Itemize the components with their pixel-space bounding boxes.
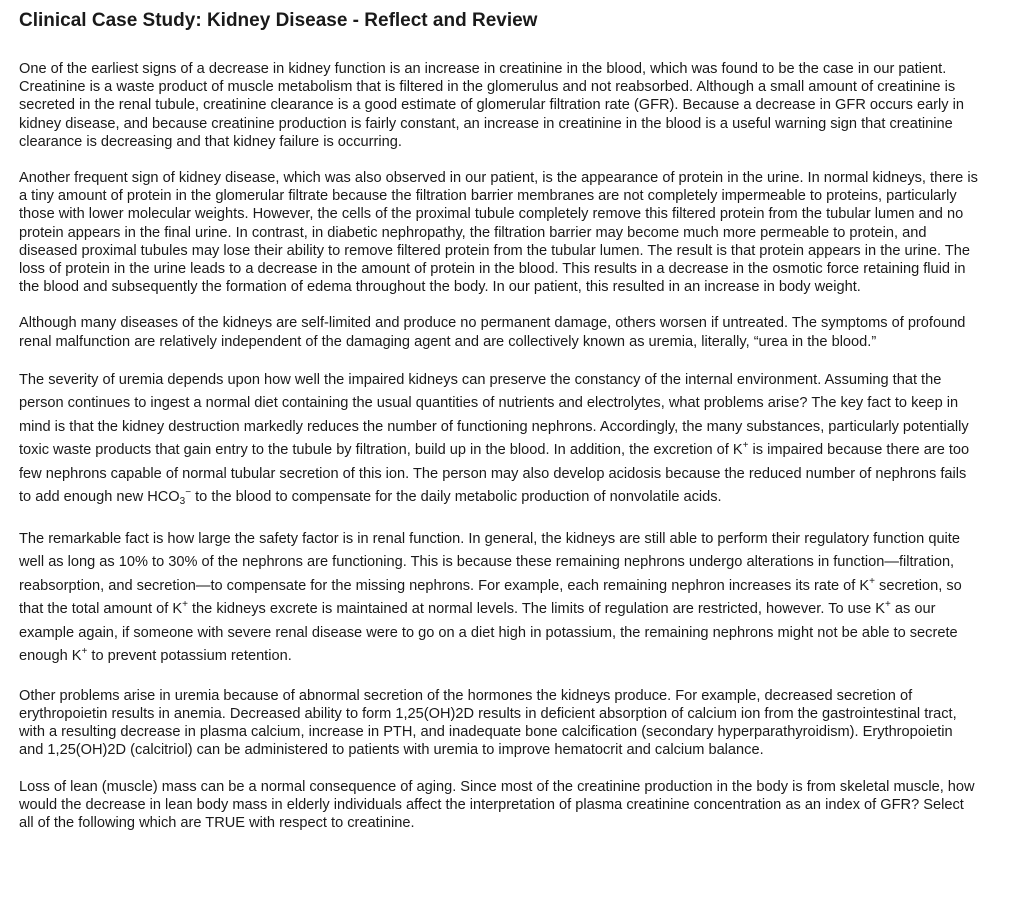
text-segment: secretion, so that the total amount of K (19, 577, 962, 618)
text-segment: is impaired because there are too few nephrons capable of normal tubular secretion of this ion. The person may also develop acidosis because the reduced number of nephrons fails to add enough new HCO (19, 442, 970, 506)
superscript-minus: − (185, 487, 192, 499)
paragraph-safety-factor (19, 528, 980, 669)
text-segment: to the blood to compensate for the daily metabolic production of nonvolatile acids. (191, 489, 722, 506)
text-segment: The severity of uremia depends upon how well the impaired kidneys can preserve the constancy of the internal environment. Assuming that the person continues to ingest a normal diet containing the usual quantities of nutrients and electrolytes, what problems arise? The key fact to keep in mind is that the kidney destruction markedly reduces the number of functioning nephrons. Accordingly, the many substances, particularly potentially toxic waste products that gain entry to the tubule by filtration, build up in the blood. In addition, the excretion of K (19, 371, 969, 459)
paragraph-question: Loss of lean (muscle) mass can be a normal consequence of aging. Since most of the creatinine production in the body is from skeletal muscle, how would the decrease in lean body mass in elderly individuals affect the interpretation of plasma creatinine concentration as an index of GFR? Select all of the following which are TRUE with respect to creatinine. (19, 778, 975, 832)
paragraph-uremia-severity (19, 369, 980, 510)
paragraph-hormones: Other problems arise in uremia because of abnormal secretion of the hormones the kidneys produce. For example, decreased secretion of erythropoietin results in anemia. Decreased ability to form 1,25(OH)2D results in deficient absorption of calcium ion from the gastrointestinal tract, with a resulting decrease in plasma calcium, increase in PTH, and inadequate bone calcification (secondary hyperparathyroidism). Erythropoietin and 1,25(OH)2D (calcitriol) can be administered to patients with uremia to improve hematocrit and calcium balance. (19, 687, 957, 759)
text-segment: the kidneys excrete is maintained at normal levels. The limits of regulation are restricted, however. To use K (187, 601, 885, 618)
text-segment: as our example again, if someone with severe renal disease were to go on a diet high in potassium, the remaining nephrons might not be able to secrete enough K (19, 601, 958, 665)
paragraph-proteinuria: Another frequent sign of kidney disease, which was also observed in our patient, is the appearance of protein in the urine. In normal kidneys, there is a tiny amount of protein in the glomerular filtrate because the filtration barrier membranes are not completely impermeable to proteins, particularly those with lower molecular weights. However, the cells of the proximal tubule completely remove this filtered protein from the tubular lumen and no protein appears in the final urine. In contrast, in diabetic nephropathy, the filtration barrier may become much more permeable to protein, and diseased proximal tubules may lose their ability to remove filtered protein from the tubular lumen. The result is that protein appears in the urine. The loss of protein in the urine leads to a decrease in the amount of protein in the blood. This results in a decrease in the osmotic force retaining fluid in the blood and subsequently the formation of edema throughout the body. In our patient, this resulted in an increase in body weight. (19, 170, 978, 296)
superscript-plus: + (869, 575, 875, 587)
text-segment: The remarkable fact is how large the safety factor is in renal function. In general, the kidneys are still able to perform their regulatory function quite well as long as 10% to 30% of the nephrons are functioning. This is because these remaining nephrons undergo alterations in function—filtration, reabsorption, and secretion—to compensate for the missing nephrons. For example, each remaining nephron increases its rate of K (19, 530, 960, 594)
superscript-plus: + (742, 440, 749, 452)
superscript-plus: + (81, 646, 88, 658)
subscript-three: 3 (179, 496, 186, 508)
paragraph-creatinine: One of the earliest signs of a decrease in kidney function is an increase in creatinine in the blood, which was found to be the case in our patient. Creatinine is a waste product of muscle metabolism that is filtered in the glomerulus and not reabsorbed. Although a small amount of creatinine is secreted in the renal tubule, creatinine clearance is a good estimate of glomerular filtration rate (GFR). Because a decrease in GFR occurs early in kidney disease, and because creatinine production is fairly constant, an increase in creatinine in the blood is a useful warning sign that creatinine clearance is decreasing and that kidney failure is occurring. (19, 61, 964, 150)
text-segment: to prevent potassium retention. (87, 648, 292, 665)
paragraph-uremia-intro: Although many diseases of the kidneys are self-limited and produce no permanent damage, others worsen if untreated. The symptoms of profound renal malfunction are relatively independent of the damaging agent and are collectively known as uremia, literally, “urea in the blood.” (19, 315, 966, 350)
superscript-plus: + (884, 599, 891, 611)
superscript-plus: + (182, 599, 188, 611)
page-title: Clinical Case Study: Kidney Disease - Reflect and Review (19, 10, 538, 31)
